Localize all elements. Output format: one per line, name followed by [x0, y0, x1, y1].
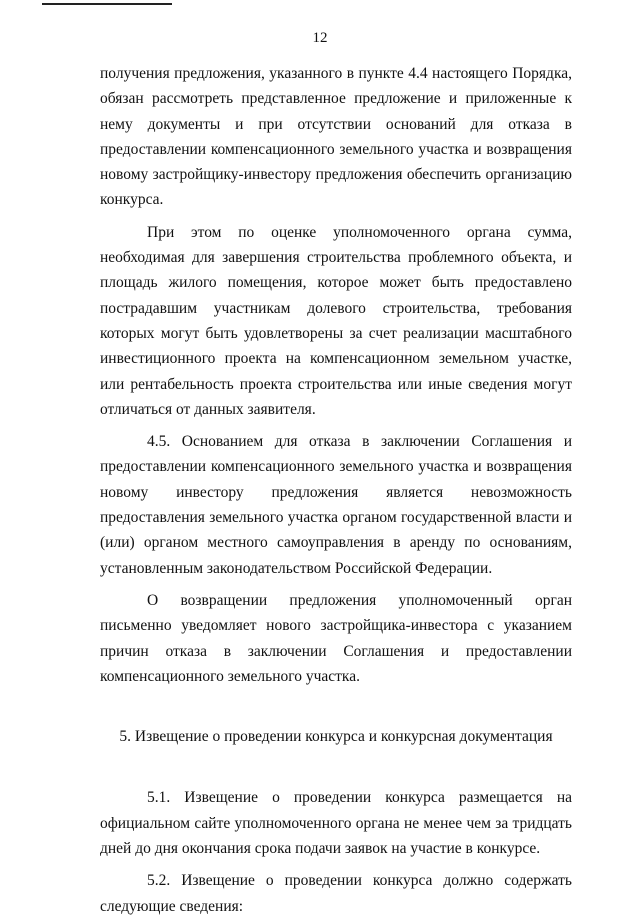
paragraph-5-1: 5.1. Извещение о проведении конкурса размещается на официальном сайте уполномоченного органа не менее чем за тридцать дней до дня окончания срока подачи заявок на участие в конкурсе.: [100, 789, 572, 858]
paragraph: При этом по оценке уполномоченного органа сумма, необходимая для завершения строительства проблемного объекта, и площадь жилого помещения, которое может быть предоставлено пострадавшим участникам долевого строительства, требования которых могут быть удовлетворены за счет реализации масштабного инвестиционного проекта на компенсационном земельном участке, или рентабельность проекта строительства или иные сведения могут отличаться от данных заявителя.: [100, 223, 572, 418]
document-body: [100, 61, 572, 919]
paragraph-continuation: получения предложения, указанного в пункте 4.4 настоящего Порядка, обязан рассмотреть представленное предложение и приложенные к нему документы и при отсутствии оснований для отказа в предоставлении компенсационного земельного участка и возвращения новому застройщику-инвестору предложения обеспечить организацию конкурса.: [100, 65, 572, 209]
section-heading: 5. Извещение о проведении конкурса и конкурсная документация: [119, 728, 553, 746]
paragraph-4-5: 4.5. Основанием для отказа в заключении Соглашения и предоставлении компенсационного земельного участка и возвращения новому инвестору предложения является невозможность предоставления земельного участка органом государственной власти и (или) органом местного самоуправления в аренду по основаниям, установленным законодательством Российской Федерации.: [100, 433, 572, 577]
paragraph-5-2: 5.2. Извещение о проведении конкурса должно содержать следующие сведения:: [100, 872, 572, 915]
page-number: 12: [312, 30, 328, 46]
paragraph: О возвращении предложения уполномоченный орган письменно уведомляет нового застройщика-инвестора с указанием причин отказа в заключении Соглашения и предоставлении компенсационного земельного участка.: [100, 591, 572, 685]
header-rule: [42, 3, 172, 5]
